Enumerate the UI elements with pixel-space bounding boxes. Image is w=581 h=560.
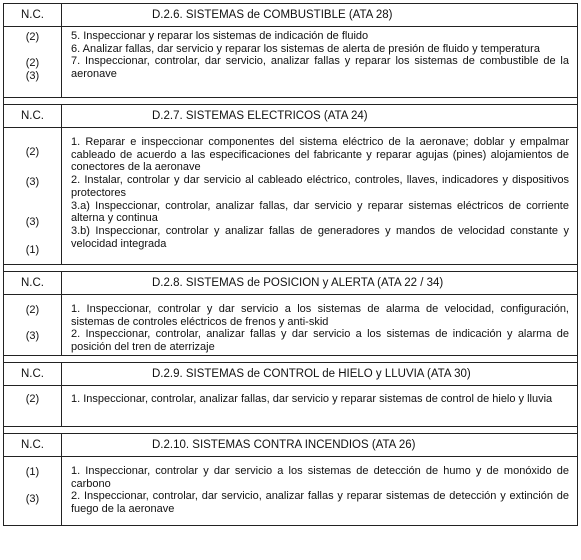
nc-column-header: N.C. [4, 363, 62, 385]
section-body-position-alert [4, 295, 577, 356]
nc-value: (3) [25, 216, 40, 228]
nc-value: (3) [25, 70, 40, 82]
nc-column-header: N.C. [4, 434, 62, 456]
section-title: D.2.9. SISTEMAS de CONTROL de HIELO y LLUVIA (ATA 30) [152, 368, 471, 380]
competency-table [3, 3, 578, 526]
section-title: D.2.6. SISTEMAS de COMBUSTIBLE (ATA 28) [152, 9, 393, 21]
section-body-fuel [4, 27, 577, 98]
list-item: 2. Instalar, controlar y dar servicio al cableado eléctrico, controles, llaves, indicadores y dispositivos protectores [71, 174, 569, 199]
section-items [62, 386, 577, 426]
list-item: 3.b) Inspeccionar, controlar y analizar fallas de generadores y mandos de velocidad constante y velocidad integrada [71, 224, 569, 250]
section-header-position-alert [4, 272, 577, 295]
nc-value: (3) [25, 330, 40, 342]
section-header-electrical [4, 105, 577, 128]
section-divider [4, 265, 577, 272]
section-divider [4, 98, 577, 105]
list-item: 1. Inspeccionar, controlar y dar servicio a los sistemas de alarma de velocidad, configuración, sistemas de controles eléctricos de frenos y anti-skid [71, 303, 569, 328]
section-divider [4, 356, 577, 363]
section-items [62, 457, 577, 525]
list-item: 5. Inspeccionar y reparar los sistemas de indicación de fluido [71, 30, 369, 42]
section-header-fuel [4, 4, 577, 27]
list-item: 3.a) Inspeccionar, controlar, analizar fallas, dar servicio y reparar sistemas eléctricos de corriente alterna y continua [71, 199, 569, 225]
nc-values [4, 457, 62, 525]
list-item: 6. Analizar fallas, dar servicio y reparar los sistemas de alerta de presión de fluido y temperatura [71, 42, 540, 55]
section-body-electrical [4, 128, 577, 265]
section-title: D.2.7. SISTEMAS ELECTRICOS (ATA 24) [152, 110, 368, 122]
nc-value: (2) [25, 304, 40, 316]
nc-column-header: N.C. [4, 105, 62, 127]
nc-value: (3) [25, 176, 40, 188]
section-title: D.2.10. SISTEMAS CONTRA INCENDIOS (ATA 26) [152, 439, 416, 451]
nc-value: (2) [25, 57, 40, 69]
section-items [62, 27, 577, 97]
nc-value: (2) [25, 146, 40, 158]
list-item: 1. Inspeccionar, controlar, analizar fallas, dar servicio y reparar sistemas de control de hielo y lluvia [71, 393, 553, 405]
section-body-ice-rain [4, 386, 577, 427]
section-header-fire [4, 434, 577, 457]
nc-column-header: N.C. [4, 4, 62, 26]
section-title: D.2.8. SISTEMAS de POSICION y ALERTA (ATA 22 / 34) [152, 277, 444, 289]
section-divider [4, 427, 577, 434]
nc-value: (1) [25, 244, 40, 256]
list-item: 1. Reparar e inspeccionar componentes del sistema eléctrico de la aeronave; doblar y empalmar cableado de acuerdo a las especificaciones del fabricante y reparar agujas (pines) alojamientos de conectores de la aeronave [71, 136, 569, 174]
list-item: 2. Inspeccionar, controlar, analizar fallas y dar servicio a los sistemas de indicación y alarma de posición del tren de aterrizaje [71, 328, 569, 354]
nc-value: (1) [25, 466, 40, 478]
nc-column-header: N.C. [4, 272, 62, 294]
section-items [62, 295, 577, 355]
section-body-fire [4, 457, 577, 525]
nc-value: (3) [25, 493, 40, 505]
section-items [62, 128, 577, 264]
nc-value: (2) [25, 393, 40, 405]
nc-values [4, 295, 62, 355]
section-header-ice-rain [4, 363, 577, 386]
list-item: 7. Inspeccionar, controlar, dar servicio, analizar fallas y reparar los sistemas de combustible de la aeronave [71, 55, 569, 81]
nc-values [4, 27, 62, 97]
nc-values [4, 128, 62, 264]
nc-value: (2) [25, 31, 40, 43]
nc-values [4, 386, 62, 426]
list-item: 1. Inspeccionar, controlar y dar servicio a los sistemas de detección de humo y de monóxido de carbono [71, 465, 569, 490]
list-item: 2. Inspeccionar, controlar, dar servicio, analizar fallas y reparar sistemas de detección y extinción de fuego de la aeronave [71, 490, 569, 516]
